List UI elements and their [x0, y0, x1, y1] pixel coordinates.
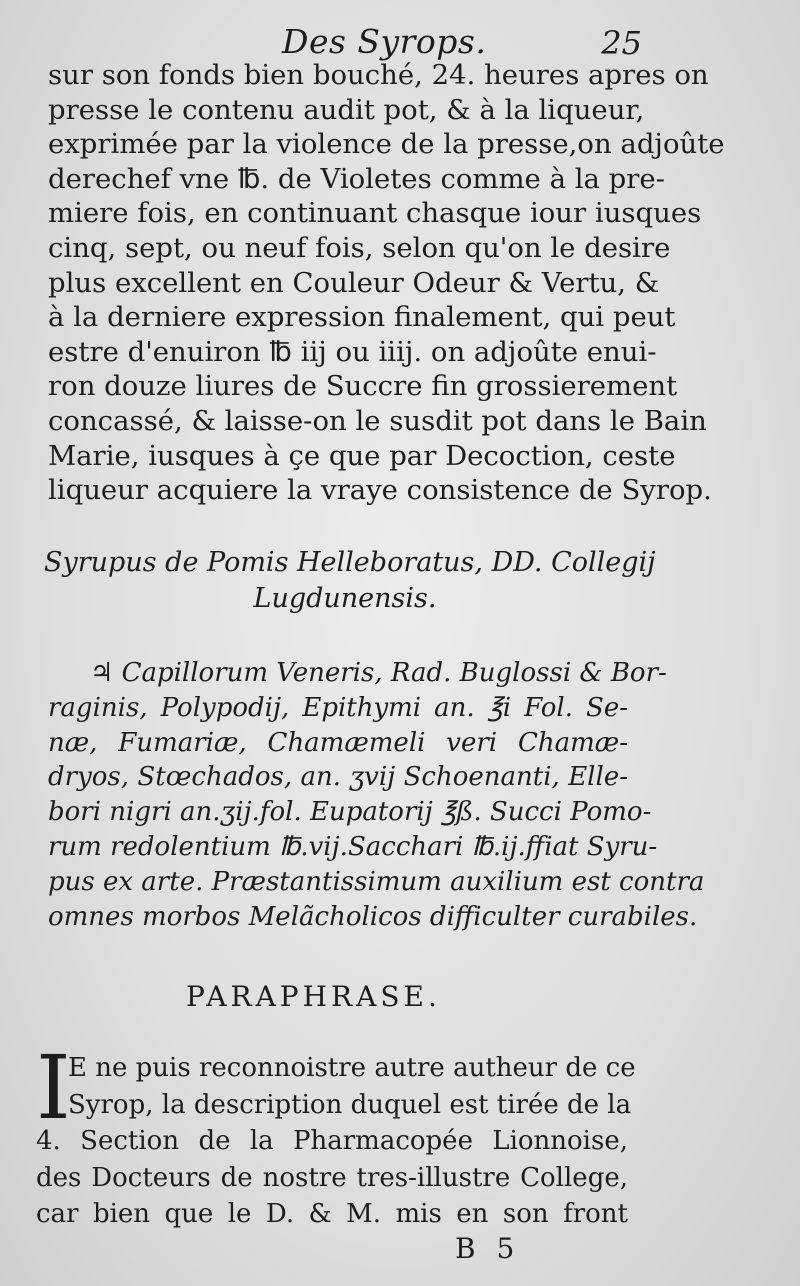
text-line: plus excellent en Couleur Odeur & Vertu, &	[48, 266, 660, 299]
text-line: exprimée par la violence de la presse,on adjoûte	[48, 128, 725, 161]
body-paragraph	[48, 58, 725, 508]
recipe-text	[48, 656, 705, 934]
recipe-line: pus ex arte. Præstantissimum auxilium est contra	[48, 866, 705, 897]
text-line: ron douze liures de Succre fin grossierement	[48, 370, 678, 403]
text-line: estre d'enuiron ℔ iij ou iiij. on adjoûte enui-	[48, 335, 657, 368]
recipe-line: ♃ Capillorum Veneris, Rad. Buglossi & Bor-	[90, 658, 667, 688]
text-line: E ne puis reconnoistre autre autheur de ce	[68, 1053, 636, 1083]
text-line: concassé, & laisse-on le susdit pot dans le Bain	[48, 404, 707, 437]
recipe-line: næ, Fumariæ, Chamæmeli veri Chamæ-	[48, 727, 628, 758]
text-line: miere fois, en continuant chasque iour iusques	[48, 197, 702, 230]
text-line: liqueur acquiere la vraye consistence de Syrop.	[48, 474, 712, 507]
page-number: 25	[601, 24, 642, 62]
recipe-line: omnes morbos Melãcholicos difficulter curabiles.	[48, 901, 698, 932]
text-line: Marie, iusques à çe que par Decoction, ceste	[48, 439, 676, 472]
recipe-line: dryos, Stœchados, an. ʒvij Schoenanti, Elle-	[48, 762, 628, 793]
text-line: sur son fonds bien bouché, 24. heures apres on	[48, 59, 709, 91]
running-head	[0, 22, 800, 62]
paraphrase-paragraph	[36, 1036, 636, 1233]
text-line: cinq, sept, ou neuf fois, selon qu'on le desire	[48, 231, 671, 264]
text-line: Syrop, la description duquel est tirée de la	[68, 1089, 632, 1120]
running-title: Des Syrops.	[282, 22, 487, 61]
text-line: 4. Section de la Pharmacopée Lionnoise,	[36, 1126, 628, 1156]
text-line: car bien que le D. & M. mis en son front	[36, 1199, 628, 1229]
recipe-title	[44, 545, 656, 617]
recipe-line: raginis, Polypodij, Epithymi an. ℥i Fol. Se-	[48, 692, 628, 723]
signature-mark: B 5	[455, 1232, 521, 1265]
text-line: derechef vne ℔. de Violetes comme à la pre-	[48, 162, 665, 195]
recipe-line: rum redolentium ℔.vij.Sacchari ℔.ij.ffiat Syru-	[48, 831, 658, 862]
recipe-line: bori nigri an.ʒij.fol. Eupatorij ℥ß. Succi Pomo-	[48, 797, 652, 828]
text-line: des Docteurs de nostre tres-illustre College,	[36, 1162, 628, 1193]
recipe-title-line: Lugdunensis.	[253, 583, 437, 614]
drop-cap: I	[36, 1036, 71, 1139]
section-heading: PARAPHRASE.	[186, 980, 441, 1013]
text-line: à la derniere expression finalement, qui peut	[48, 301, 676, 334]
recipe-title-line: Syrupus de Pomis Helleboratus, DD. Collegij	[44, 547, 656, 578]
text-line: presse le contenu audit pot, & à la liqueur,	[48, 93, 645, 126]
